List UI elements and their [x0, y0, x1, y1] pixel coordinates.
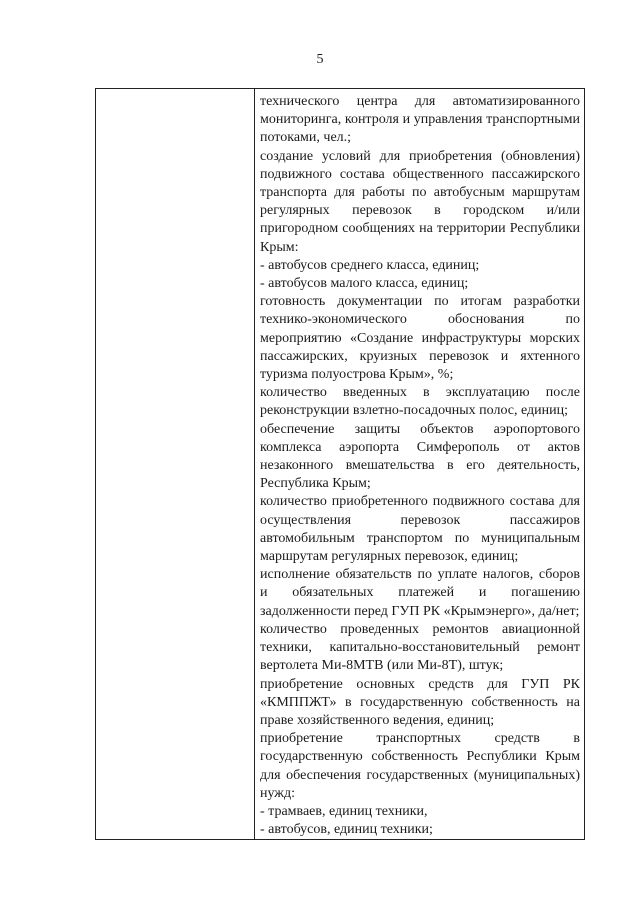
indicator-item: - автобусов среднего класса, единиц;	[260, 257, 480, 273]
indicator-item: создание условий для приобретения (обновления) подвижного состава общественного пассажирского транспорта для работы по автобусным маршрутам регулярных перевозок в городском и/или пригородном сообщениях на территории Республики Крым:	[260, 148, 580, 255]
indicator-item: - автобусов, единиц техники;	[260, 822, 433, 838]
indicator-item: готовность документации по итогам разработки технико-экономического обоснования по мероприятию «Создание инфраструктуры морских пассажирских, круизных перевозок и яхтенного туризма полуострова Крым», %;	[260, 294, 580, 383]
table-cell-indicators	[255, 89, 585, 840]
indicator-item: приобретение транспортных средств в государственную собственность Республики Крым для обеспечения государственных (муниципальных) нужд:	[260, 731, 580, 801]
table-cell-empty	[96, 89, 255, 840]
page-number: 5	[316, 52, 324, 67]
indicator-item: количество введенных в эксплуатацию после реконструкции взлетно-посадочных полос, единиц;	[260, 385, 580, 419]
indicator-item: количество проведенных ремонтов авиационной техники, капитально-восстановительный ремонт вертолета Ми-8МТВ (или Ми-8Т), штук;	[260, 621, 580, 674]
table-row	[96, 89, 585, 840]
indicator-item: приобретение основных средств для ГУП РК «КМППЖТ» в государственную собственность на праве хозяйственного ведения, единиц;	[260, 676, 580, 728]
indicator-item: - трамваев, единиц техники,	[260, 803, 428, 819]
indicator-item: технического центра для автоматизированного мониторинга, контроля и управления транспортными потоками, чел.;	[260, 94, 580, 146]
indicator-item: исполнение обязательств по уплате налогов, сборов и обязательных платежей и погашению задолженности перед ГУП РК «Крымэнерго», да/нет;	[260, 567, 580, 619]
indicator-item: - автобусов малого класса, единиц;	[260, 276, 469, 292]
indicator-item: обеспечение защиты объектов аэропортового комплекса аэропорта Симферополь от актов незаконного вмешательства в его деятельность, Республика Крым;	[260, 421, 580, 492]
indicator-item: количество приобретенного подвижного состава для осуществления перевозок пассажиров автомобильным транспортом по муниципальным маршрутам регулярных перевозок, единиц;	[260, 494, 580, 565]
indicators-table	[95, 88, 585, 840]
